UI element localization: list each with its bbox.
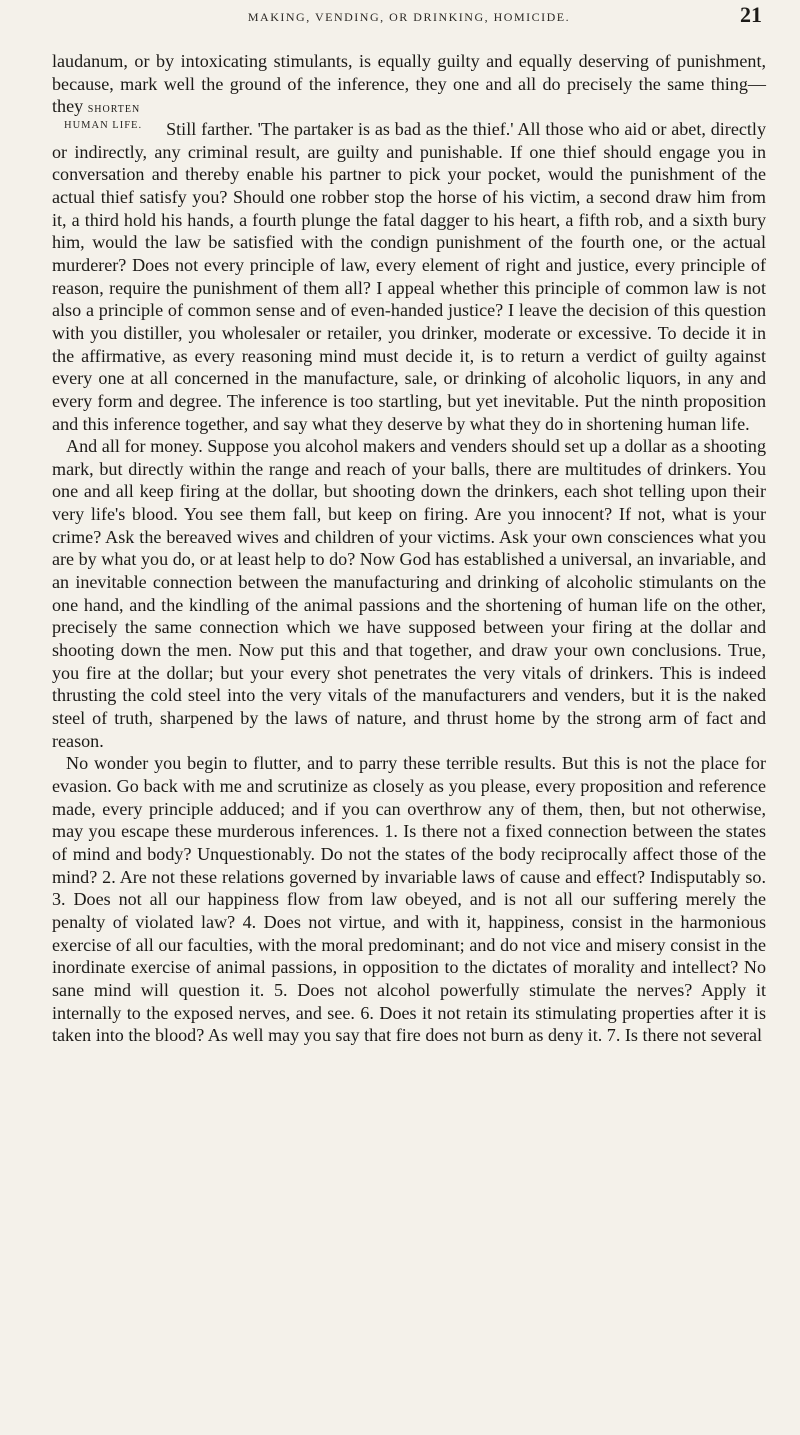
page-header xyxy=(52,0,766,50)
paragraph-2-text: Still farther. 'The partaker is as bad as the thief.' All those who aid or abet, directly or indirectly, any criminal result, are guilty and punishable. If one thief should engage you in conversation and thereby enable his partner to pick your pocket, would the punishment of the actual thief satisfy you? Should one robber stop the horse of his victim, a second draw him from it, a third hold his hands, a fourth plunge the fatal dagger to his heart, a fifth rob, and a sixth bury him, would the law be satisfied with the condign punishment of the fourth one, or the actual murderer? Does not every principle of law, every element of right and justice, every principle of reason, require the punishment of them all? I appeal whether this principle of common law is not also a principle of common sense and of even-handed justice? I leave the decision of this question with you distiller, you wholesaler or retailer, you drinker, moderate or excessive. To decide it in the affirmative, as every reasoning mind must decide it, is to return a verdict of guilty against every one at all concerned in the manufacture, sale, or drinking of alcoholic liquors, in any and every form and degree. The inference is too startling, but yet inevitable. Put the ninth proposition and this inference together, and say what they deserve by what they do in shortening human life. xyxy=(52,118,766,434)
paragraph-1-text: laudanum, or by intoxicating stimulants, is equally guilty and equally deserving of punishment, because, mark well the ground of the inference, they one and all do precisely the same thing—they xyxy=(52,51,766,117)
running-head: MAKING, VENDING, OR DRINKING, HOMICIDE. xyxy=(247,10,571,24)
paragraph-1-small-caps: shorten xyxy=(87,101,141,117)
page-number: 21 xyxy=(740,2,762,27)
paragraph-2 xyxy=(52,118,766,435)
paragraph-3 xyxy=(52,435,766,752)
paragraph-4-text: No wonder you begin to flutter, and to parry these terrible results. But this is not the place for evasion. Go back with me and scrutinize as closely as you please, every proposition and reference made, every principle adduced; and if you can overthrow any of them, then, but not otherwise, may you escape these murderous inferences. 1. Is there not a fixed connection between the states of mind and body? Unquestionably. Do not the states of the body reciprocally affect those of the mind? 2. Are not these relations governed by invariable laws of cause and effect? Indisputably so. 3. Does not all our happiness flow from law obeyed, and is not all our suffering merely the penalty of violated law? 4. Does not virtue, and with it, happiness, consist in the harmonious exercise of all our faculties, with the moral predominant; and do not vice and misery consist in the inordinate exercise of animal passions, in opposition to the dictates of morality and intellect? No sane mind will question it. 5. Does not alcohol powerfully stimulate the nerves? Apply it internally to the exposed nerves, and see. 6. Does it not retain its stimulating properties after it is taken into the blood? As well may you say that fire does not burn as deny it. 7. Is there not several xyxy=(52,753,766,1046)
paragraph-3-text: And all for money. Suppose you alcohol makers and venders should set up a dollar as a shooting mark, but directly within the range and reach of your balls, there are multitudes of drinkers. You one and all keep firing at the dollar, but shooting down the drinkers, each shot telling upon their very life's blood. You see them fall, but keep on firing. Are you innocent? If not, what is your crime? Ask the bereaved wives and children of your victims. Ask your own consciences what you are by what you do, or at least help to do? Now God has established a universal, an invariable, and an inevitable connection between the manufacturing and drinking of alcoholic stimulants on the one hand, and the kindling of the animal passions and the shortening of human life on the other, precisely the same connection which we have supposed between your firing at the dollar and shooting down the men. Now put this and that together, and draw your own conclusions. True, you fire at the dollar; but your every shot penetrates the very vitals of drinkers. This is indeed thrusting the cold steel into the very vitals of the manufacturers and venders, but it is the naked steel of truth, sharpened by the laws of nature, and thrust home by the strong arm of fact and reason. xyxy=(52,436,766,751)
paragraph-4 xyxy=(52,752,766,1047)
paragraph-1 xyxy=(52,50,766,118)
body-text xyxy=(52,50,766,1047)
side-note: HUMAN LIFE. xyxy=(64,119,143,131)
